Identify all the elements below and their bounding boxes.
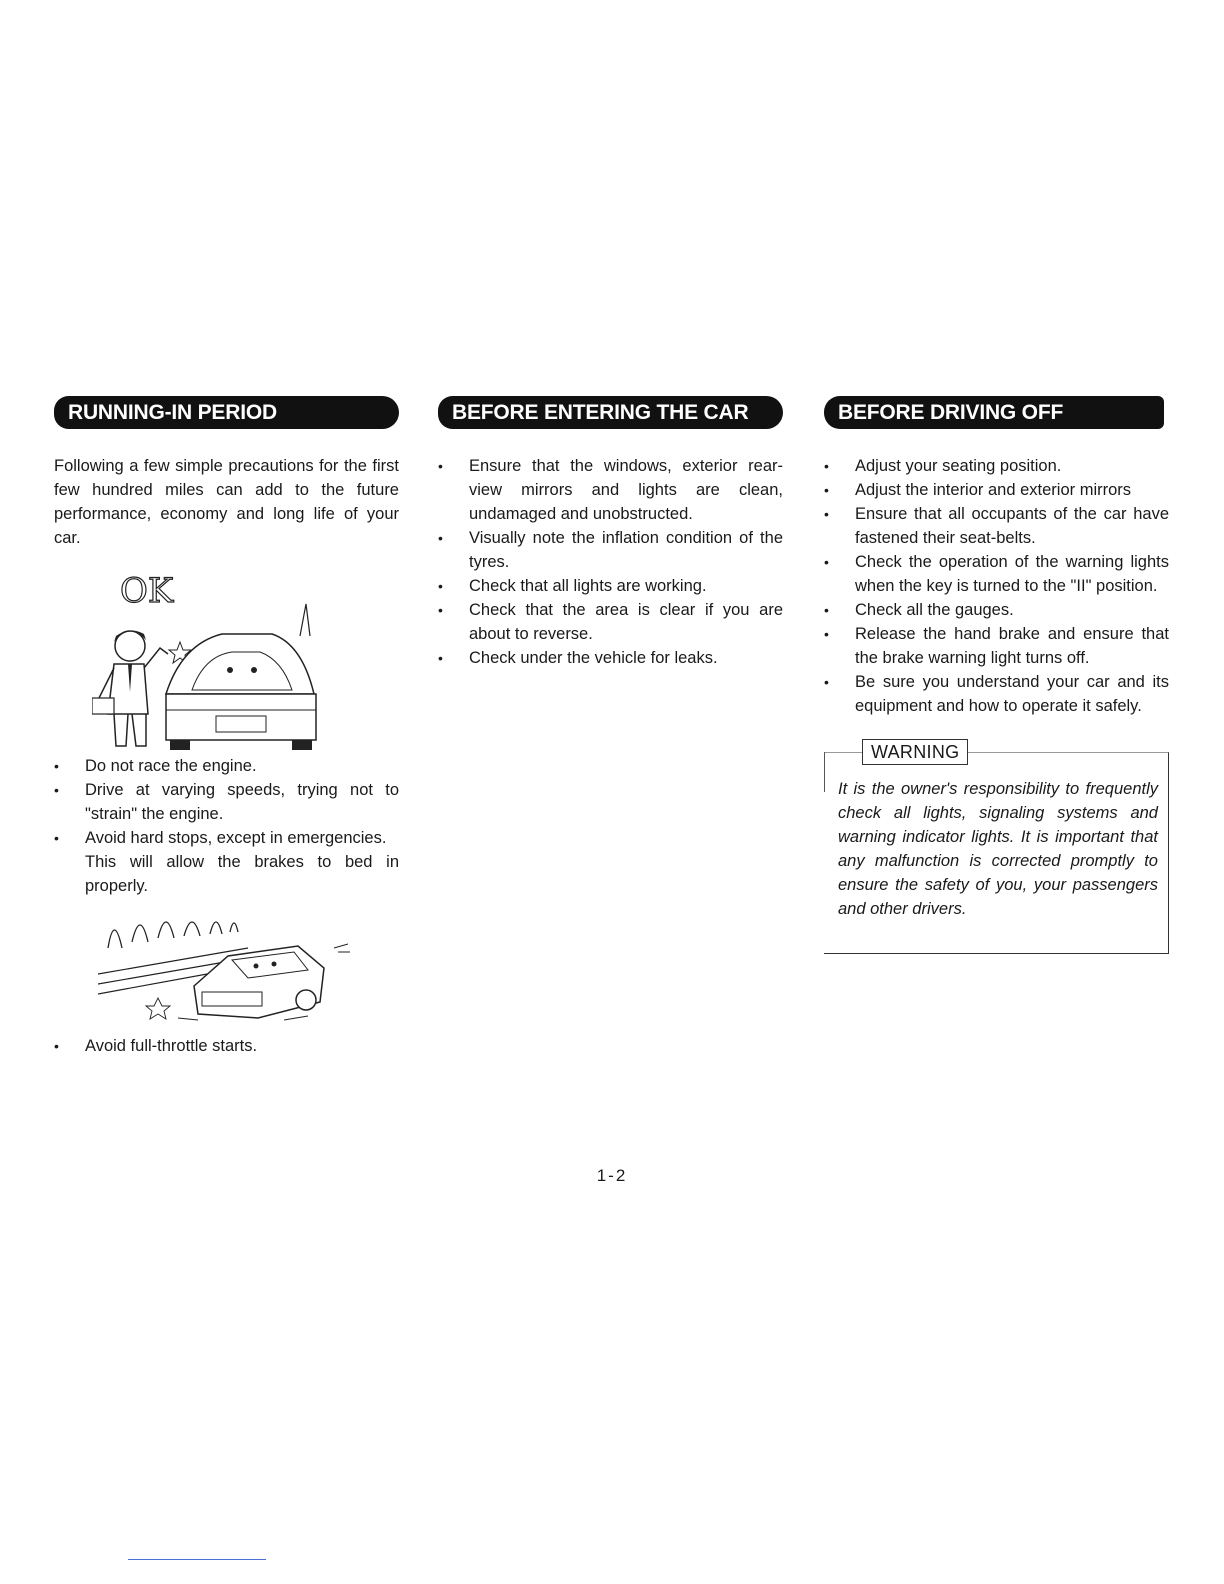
list-item: • Drive at varying speeds, trying not to "strain" the engine. — [54, 778, 399, 826]
list-item: • Adjust your seating position. — [824, 454, 1169, 478]
car-driving-illustration — [98, 908, 358, 1028]
list-item: • Ensure that all occupants of the car have fastened their seat-belts. — [824, 502, 1169, 550]
page-number: 1-2 — [596, 1166, 628, 1185]
list-item: • Be sure you understand your car and its equipment and how to operate it safely. — [824, 670, 1169, 718]
list-item: • Visually note the inflation condition of the tyres. — [438, 526, 783, 574]
before-entering-section — [438, 396, 783, 670]
brakes-note: This will allow the brakes to bed in properly. — [85, 853, 399, 895]
before-entering-bullets — [438, 454, 783, 670]
list-item: • Release the hand brake and ensure that the brake warning light turns off. — [824, 622, 1169, 670]
list-item: • Ensure that the windows, exterior rear-view mirrors and lights are clean, undamaged and unobstructed. — [438, 454, 783, 526]
running-in-intro: Following a few simple precautions for the first few hundred miles can add to the future performance, economy and long life of your car. — [54, 457, 399, 547]
running-in-heading: RUNNING-IN PERIOD — [54, 396, 399, 429]
list-item — [54, 826, 399, 898]
list-item: • Do not race the engine. — [54, 754, 399, 778]
warning-label: WARNING — [862, 739, 968, 765]
running-in-bullets — [54, 754, 399, 898]
list-item: • Check that all lights are working. — [438, 574, 783, 598]
warning-box-edge — [824, 752, 825, 792]
before-entering-heading: BEFORE ENTERING THE CAR — [438, 396, 783, 429]
before-driving-bullets — [824, 454, 1169, 718]
warning-text: It is the owner's responsibility to frequently check all lights, signaling systems and warning indicator lights. It is important that any malfunction is corrected promptly to ensure the safety of you, your passengers and other drivers. — [838, 780, 1158, 918]
running-in-section — [54, 396, 399, 1058]
list-item: • Avoid full-throttle starts. — [54, 1034, 399, 1058]
warning-box — [824, 742, 1169, 954]
list-item: • Check all the gauges. — [824, 598, 1169, 622]
mechanic-and-car-illustration — [92, 564, 332, 754]
before-driving-heading: BEFORE DRIVING OFF — [824, 396, 1164, 429]
footer-rule — [128, 1559, 266, 1560]
list-item: • Check the operation of the warning lights when the key is turned to the "II" position. — [824, 550, 1169, 598]
list-item: • Adjust the interior and exterior mirrors — [824, 478, 1169, 502]
before-driving-section — [824, 396, 1169, 954]
list-item-text: Avoid hard stops, except in emergencies. — [85, 829, 387, 847]
ok-lettering: OK — [120, 571, 174, 611]
list-item: • Check that the area is clear if you are about to reverse. — [438, 598, 783, 646]
running-in-last-bullet — [54, 1034, 399, 1058]
list-item: • Check under the vehicle for leaks. — [438, 646, 783, 670]
